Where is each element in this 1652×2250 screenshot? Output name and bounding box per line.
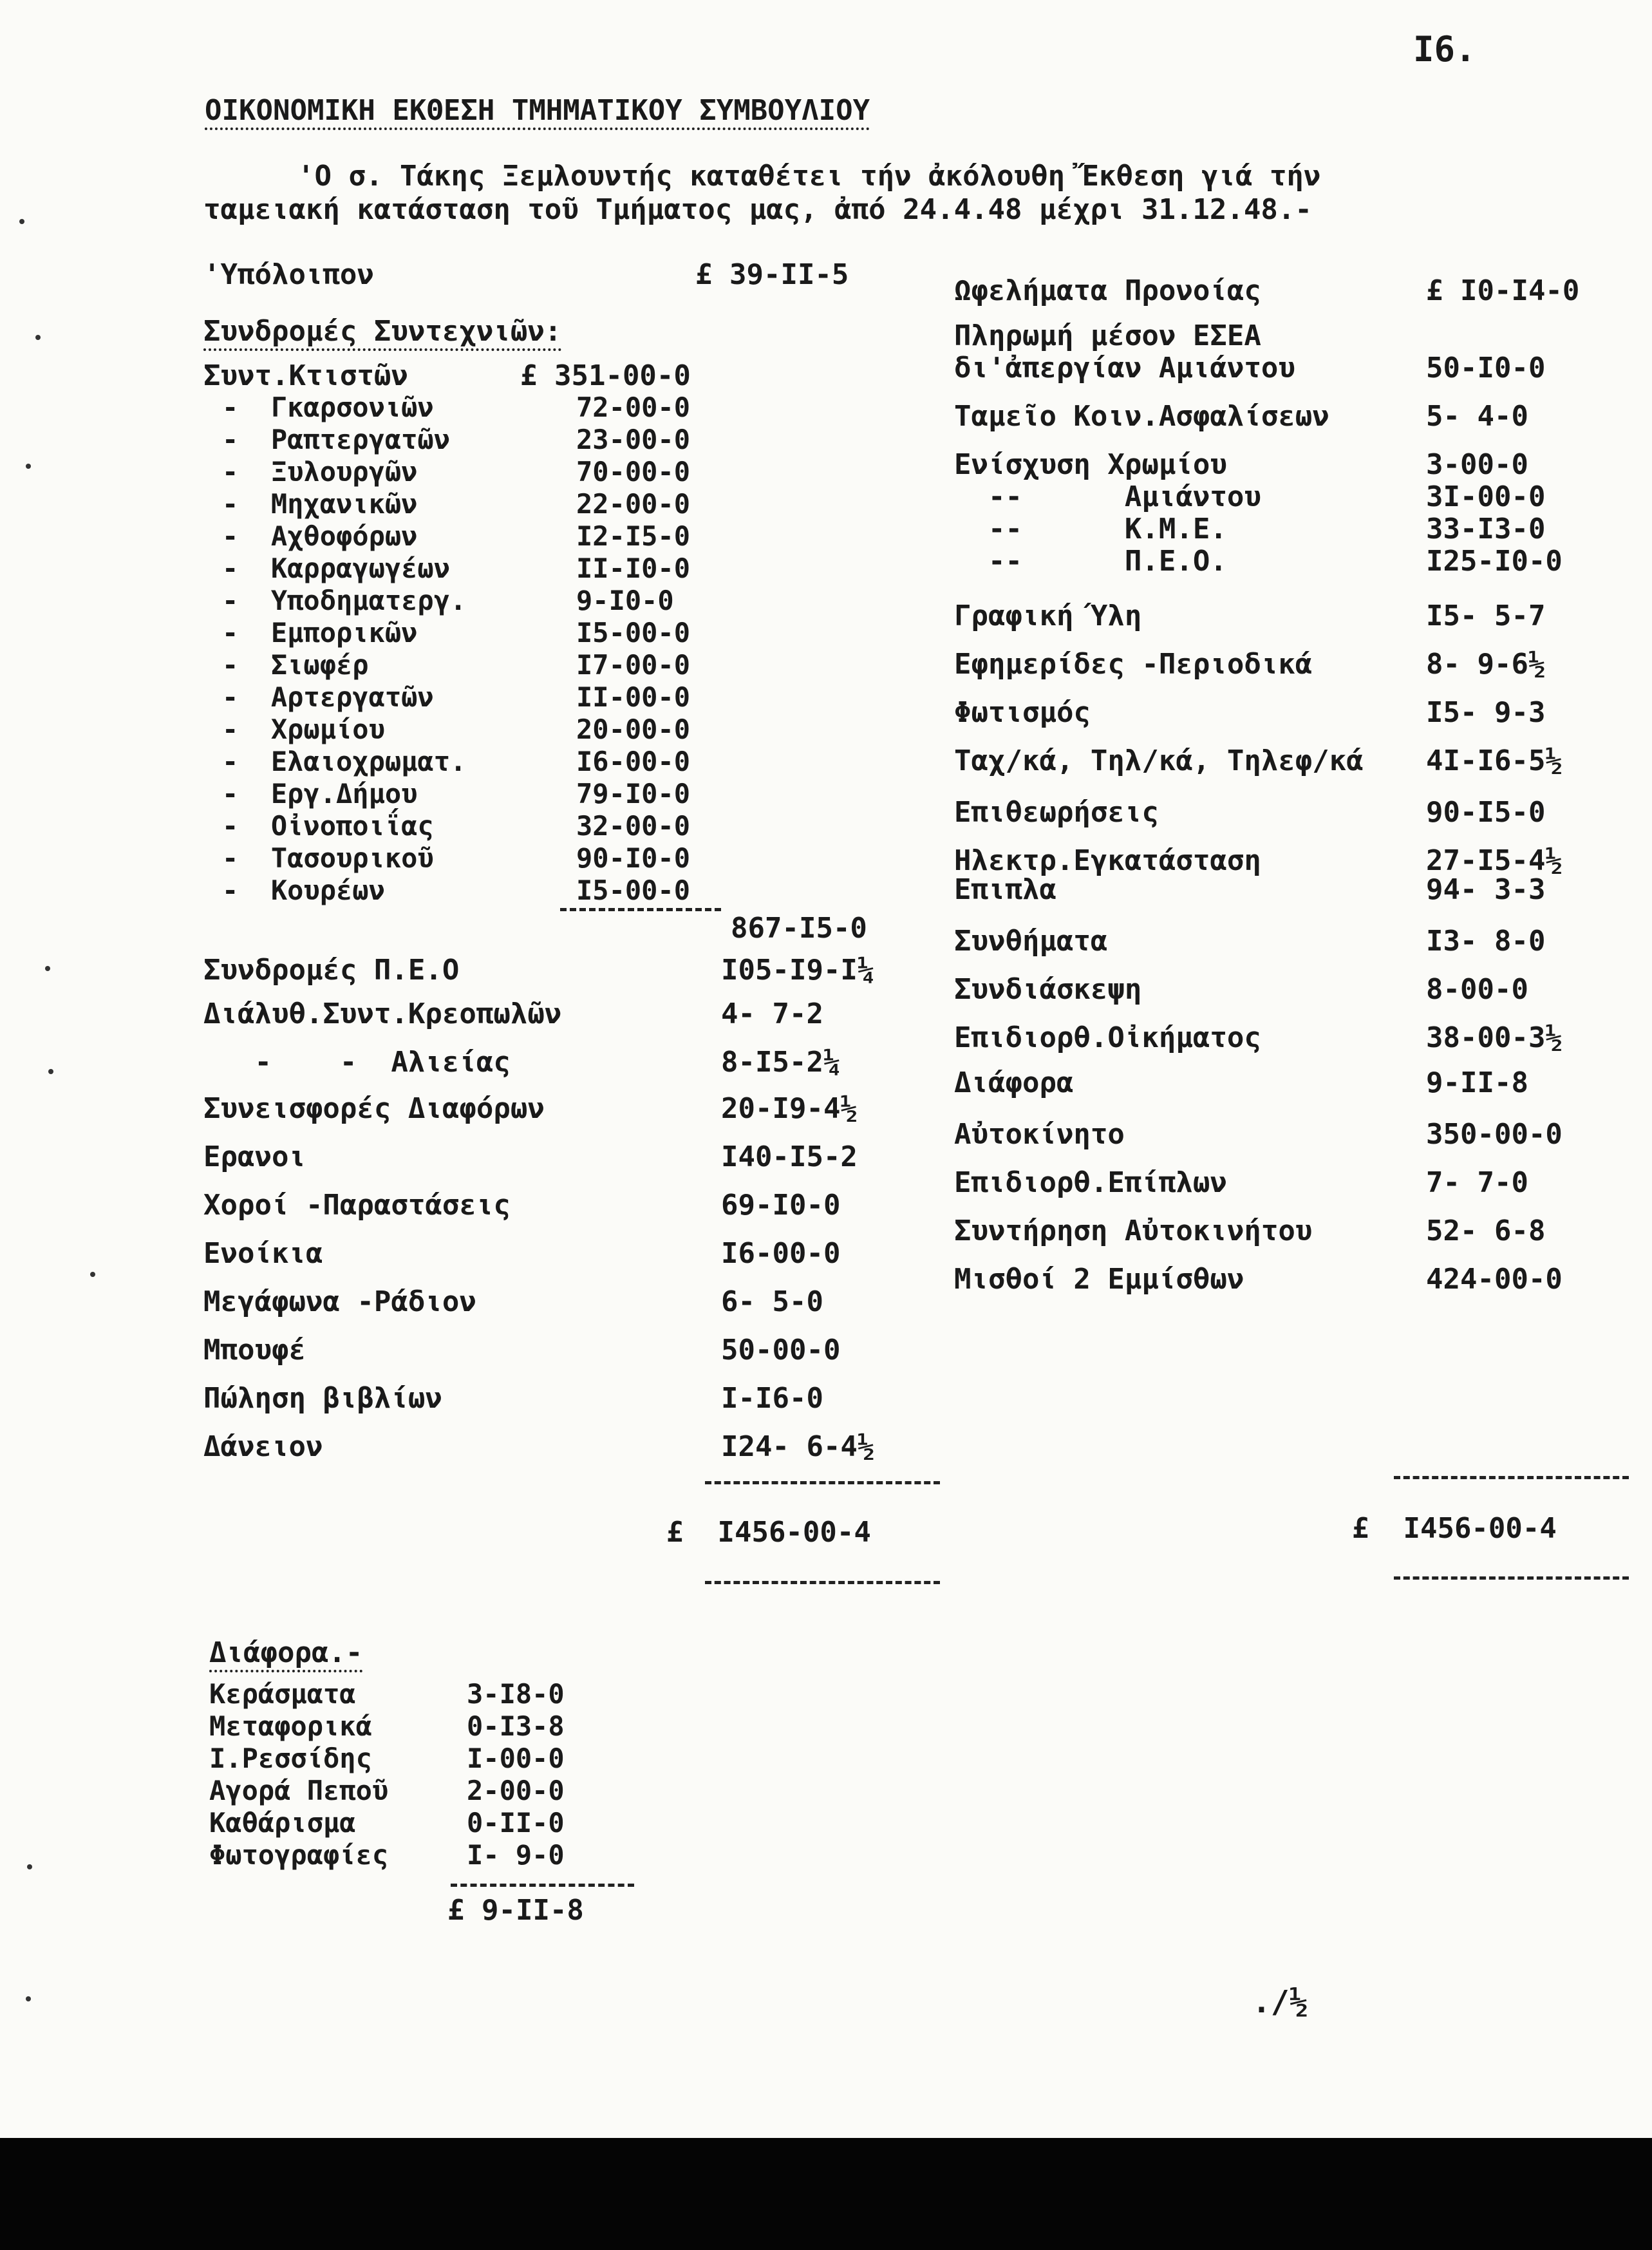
expense-item-value: 9-II-8 bbox=[1426, 1066, 1528, 1099]
scan-speck bbox=[26, 1996, 31, 2001]
intro-line-1: 'Ο σ. Τάκης Ξεμλουντής καταθέτει τήν ἀκόλουθη Ἔκθεση γιά τήν bbox=[297, 160, 1321, 193]
income-item-label: Μπουφέ bbox=[203, 1334, 306, 1366]
expense-item-label: Επιδιορθ.Οἰκήματος bbox=[954, 1021, 1261, 1054]
union-item-label: - Μηχανικῶν bbox=[222, 488, 418, 520]
balance-value: £ 39-II-5 bbox=[695, 258, 849, 291]
expense-item-label: Επιδιορθ.Επίπλων bbox=[954, 1166, 1227, 1199]
union-item-label: - Καρραγωγέων bbox=[222, 553, 451, 584]
expense-item-label: -- Αμιάντου bbox=[954, 480, 1261, 513]
expense-total-rule-bottom bbox=[1394, 1576, 1629, 1580]
income-item-label: Δάνειον bbox=[203, 1430, 323, 1463]
misc-item-label: Μεταφορικά bbox=[209, 1710, 372, 1742]
income-item-value: I24- 6-4½ bbox=[721, 1430, 875, 1463]
income-item-value: 20-I9-4½ bbox=[721, 1092, 858, 1125]
union-item-value: 23-00-0 bbox=[576, 424, 691, 455]
scan-speck bbox=[19, 219, 24, 224]
union-item-value: 79-I0-0 bbox=[576, 778, 691, 809]
misc-item-label: Αγορά Πεποῦ bbox=[209, 1775, 389, 1806]
union-item-value: 72-00-0 bbox=[576, 392, 691, 423]
expense-item-label: Συνθήματα bbox=[954, 925, 1108, 958]
scan-bottom-edge bbox=[0, 2138, 1652, 2250]
expense-item-label: Επιθεωρήσεις bbox=[954, 796, 1159, 829]
expense-item-value: 7- 7-0 bbox=[1426, 1166, 1528, 1199]
expense-item-value: 38-00-3½ bbox=[1426, 1021, 1563, 1054]
union-item-label: - Τασουρικοῦ bbox=[222, 842, 434, 874]
misc-heading: Διάφορα.- bbox=[209, 1639, 362, 1672]
expense-item-value: 8-00-0 bbox=[1426, 973, 1528, 1006]
income-item-value: I40-I5-2 bbox=[721, 1140, 858, 1173]
union-item-label: - Γκαρσονιῶν bbox=[222, 392, 434, 423]
misc-item-value: I-00-0 bbox=[467, 1743, 565, 1774]
union-item-value: II-00-0 bbox=[576, 681, 691, 713]
expense-item-label: Φωτισμός bbox=[954, 696, 1091, 729]
expense-item-value: 3-00-0 bbox=[1426, 448, 1528, 481]
income-item-label: Συνεισφορές Διαφόρων bbox=[203, 1092, 545, 1125]
income-item-label: Ενοίκια bbox=[203, 1237, 323, 1270]
expense-item-value: £ I0-I4-0 bbox=[1426, 274, 1580, 307]
union-item-value: 32-00-0 bbox=[576, 810, 691, 842]
income-item-value: 4- 7-2 bbox=[721, 997, 823, 1030]
expense-item-value: 8- 9-6½ bbox=[1426, 648, 1546, 681]
union-item-value: 90-I0-0 bbox=[576, 842, 691, 874]
page-number: I6. bbox=[1413, 29, 1476, 70]
union-item-value: I2-I5-0 bbox=[576, 520, 691, 552]
misc-item-value: 0-I3-8 bbox=[467, 1710, 565, 1742]
expense-item-value: I25-I0-0 bbox=[1426, 545, 1563, 578]
union-item-value: I7-00-0 bbox=[576, 649, 691, 681]
income-total-rule-bottom bbox=[705, 1581, 940, 1584]
expense-item-label: -- Π.Ε.Ο. bbox=[954, 545, 1227, 578]
expense-item-label: Αὐτοκίνητο bbox=[954, 1118, 1125, 1151]
balance-label: 'Υπόλοιπον bbox=[203, 258, 374, 291]
misc-item-value: 3-I8-0 bbox=[467, 1678, 565, 1710]
misc-item-label: Καθάρισμα bbox=[209, 1807, 356, 1839]
union-item-label: - Υποδηματεργ. bbox=[222, 585, 467, 616]
union-item-label: - Χρωμίου bbox=[222, 714, 385, 745]
expense-item-label: Συντήρηση Αὐτοκινήτου bbox=[954, 1215, 1313, 1247]
expense-item-label: Ταμεῖο Κοιν.Ασφαλίσεων bbox=[954, 400, 1329, 433]
continuation-mark: ./½ bbox=[1252, 1984, 1308, 2020]
income-item-value: 69-I0-0 bbox=[721, 1189, 841, 1222]
misc-total: £ 9-II-8 bbox=[447, 1894, 584, 1927]
union-item-label: - Αρτεργατῶν bbox=[222, 681, 434, 713]
union-item-label: - Οἰνοποιΐας bbox=[222, 810, 434, 842]
scan-speck bbox=[90, 1272, 95, 1277]
union-subtotal-rule bbox=[560, 908, 721, 911]
expense-item-value: 50-I0-0 bbox=[1426, 352, 1546, 384]
expense-item-value: I5- 9-3 bbox=[1426, 696, 1546, 729]
misc-item-label: Ι.Ρεσσίδης bbox=[209, 1743, 372, 1774]
income-item-label: Χοροί -Παραστάσεις bbox=[203, 1189, 511, 1222]
income-item-value: 50-00-0 bbox=[721, 1334, 841, 1366]
misc-rule bbox=[451, 1884, 634, 1887]
union-item-value: I6-00-0 bbox=[576, 746, 691, 777]
expense-item-label: δι'ἀπεργίαν Αμιάντου bbox=[954, 352, 1295, 384]
union-subtotal: 867-I5-0 bbox=[731, 912, 867, 945]
expense-total: £ I456-00-4 bbox=[1352, 1512, 1557, 1545]
union-item-label: - Αχθοφόρων bbox=[222, 520, 418, 552]
scan-speck bbox=[27, 1864, 32, 1869]
expense-item-value: 350-00-0 bbox=[1426, 1118, 1563, 1151]
union-item-value: 22-00-0 bbox=[576, 488, 691, 520]
income-item-label: Διάλυθ.Συντ.Κρεοπωλῶν bbox=[203, 997, 562, 1030]
expense-item-value: I3- 8-0 bbox=[1426, 925, 1546, 958]
expense-item-label: Διάφορα bbox=[954, 1066, 1074, 1099]
union-item-value: II-I0-0 bbox=[576, 553, 691, 584]
union-item-value: 70-00-0 bbox=[576, 456, 691, 487]
misc-item-value: 2-00-0 bbox=[467, 1775, 565, 1806]
misc-item-value: 0-II-0 bbox=[467, 1807, 565, 1839]
expense-item-value: 94- 3-3 bbox=[1426, 873, 1546, 906]
union-first-label: Συντ.Κτιστῶν bbox=[203, 359, 408, 392]
union-item-label: - Εργ.Δήμου bbox=[222, 778, 418, 809]
income-item-label: Πώληση βιβλίων bbox=[203, 1382, 442, 1415]
union-item-label: - Ελαιοχρωματ. bbox=[222, 746, 467, 777]
income-total: £ I456-00-4 bbox=[666, 1516, 871, 1549]
page-title: ΟΙΚΟΝΟΜΙΚΗ ΕΚΘΕΣΗ ΤΜΗΜΑΤΙΚΟΥ ΣΥΜΒΟΥΛΙΟΥ bbox=[205, 97, 870, 130]
expense-item-label: Εφημερίδες -Περιοδικά bbox=[954, 648, 1313, 681]
expense-item-label: Επιπλα bbox=[954, 873, 1056, 906]
union-item-value: 20-00-0 bbox=[576, 714, 691, 745]
scan-speck bbox=[35, 335, 41, 340]
income-total-rule-top bbox=[705, 1481, 940, 1484]
union-first-value: £ 351-00-0 bbox=[520, 359, 691, 392]
expense-item-value: 5- 4-0 bbox=[1426, 400, 1528, 433]
union-item-label: - Εμπορικῶν bbox=[222, 617, 418, 648]
expense-total-rule-top bbox=[1394, 1476, 1629, 1479]
expense-item-value: 4I-I6-5½ bbox=[1426, 744, 1563, 777]
income-item-value: I-I6-0 bbox=[721, 1382, 823, 1415]
expense-item-value: 3I-00-0 bbox=[1426, 480, 1546, 513]
income-item-value: I05-I9-I¼ bbox=[721, 954, 875, 987]
union-item-value: I5-00-0 bbox=[576, 617, 691, 648]
expense-item-label: Ενίσχυση Χρωμίου bbox=[954, 448, 1227, 481]
union-item-label: - Κουρέων bbox=[222, 874, 385, 906]
union-item-label: - Ξυλουργῶν bbox=[222, 456, 418, 487]
expense-item-value: 90-I5-0 bbox=[1426, 796, 1546, 829]
scan-speck bbox=[48, 1069, 53, 1074]
expense-item-label: Ωφελήματα Προνοίας bbox=[954, 274, 1261, 307]
union-item-label: - Ραπτεργατῶν bbox=[222, 424, 451, 455]
income-item-label: Μεγάφωνα -Ράδιον bbox=[203, 1285, 476, 1318]
expense-item-label: Ηλεκτρ.Εγκατάσταση bbox=[954, 844, 1261, 877]
expense-item-label: Συνδιάσκεψη bbox=[954, 973, 1142, 1006]
expense-item-value: I5- 5-7 bbox=[1426, 600, 1546, 632]
union-dues-heading: Συνδρομές Συντεχνιῶν: bbox=[203, 317, 561, 351]
misc-item-label: Κεράσματα bbox=[209, 1678, 356, 1710]
income-item-value: 8-I5-2¼ bbox=[721, 1046, 841, 1079]
expense-item-value: 27-I5-4½ bbox=[1426, 844, 1563, 877]
expense-item-value: 33-I3-0 bbox=[1426, 513, 1546, 545]
income-item-label: Ερανοι bbox=[203, 1140, 306, 1173]
income-item-value: 6- 5-0 bbox=[721, 1285, 823, 1318]
union-item-label: - Σιωφέρ bbox=[222, 649, 369, 681]
expense-item-label: Πληρωμή μέσον ΕΣΕΑ bbox=[954, 319, 1261, 352]
expense-item-value: 52- 6-8 bbox=[1426, 1215, 1546, 1247]
expense-item-label: Ταχ/κά, Τηλ/κά, Τηλεφ/κά bbox=[954, 744, 1364, 777]
expense-item-label: -- Κ.Μ.Ε. bbox=[954, 513, 1227, 545]
union-item-value: I5-00-0 bbox=[576, 874, 691, 906]
scan-speck bbox=[45, 966, 50, 971]
intro-line-2: ταμειακή κατάσταση τοῦ Τμήματος μας, ἀπό 24.4.48 μέχρι 31.12.48.- bbox=[203, 193, 1312, 226]
expense-item-value: 424-00-0 bbox=[1426, 1263, 1563, 1296]
misc-item-value: I- 9-0 bbox=[467, 1839, 565, 1871]
income-item-value: I6-00-0 bbox=[721, 1237, 841, 1270]
scan-speck bbox=[26, 464, 31, 469]
income-item-label: Συνδρομές Π.Ε.Ο bbox=[203, 954, 460, 987]
expense-item-label: Γραφική Ύλη bbox=[954, 600, 1142, 632]
income-item-label: - - Αλιείας bbox=[203, 1046, 511, 1079]
union-item-value: 9-I0-0 bbox=[576, 585, 674, 616]
misc-item-label: Φωτογραφίες bbox=[209, 1839, 389, 1871]
expense-item-label: Μισθοί 2 Εμμίσθων bbox=[954, 1263, 1244, 1296]
